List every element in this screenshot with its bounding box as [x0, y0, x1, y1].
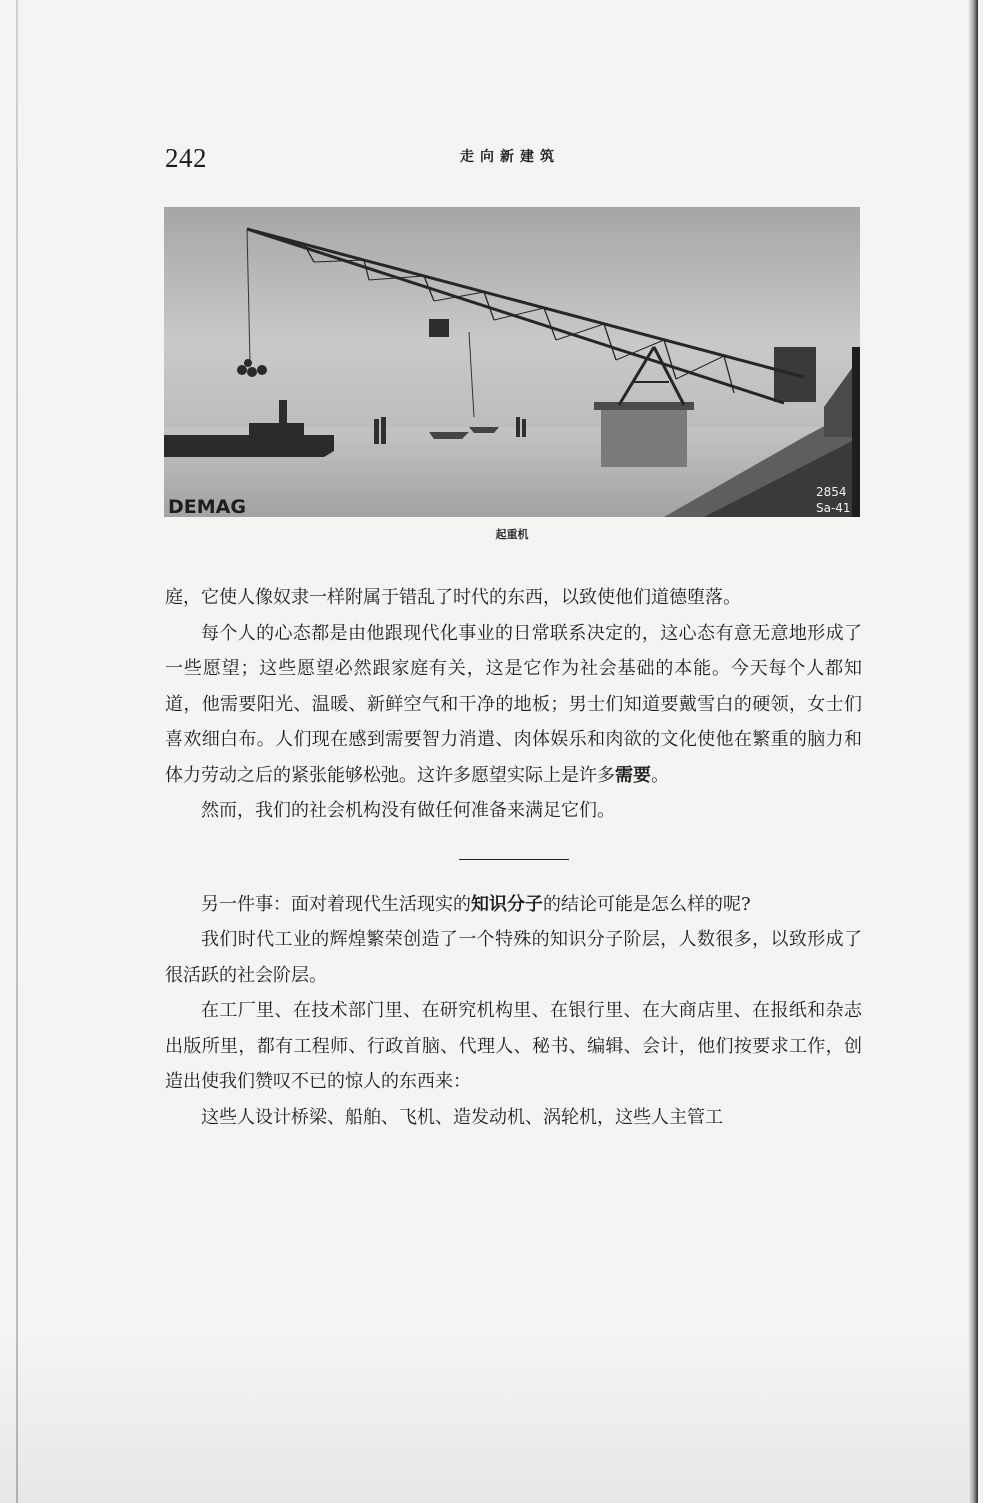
- running-header: 走向新建筑: [460, 149, 560, 165]
- crane-photo: [164, 207, 860, 517]
- pier: [601, 405, 687, 467]
- paragraph: 另一件事：面对着现代生活现实的知识分子的结论可能是怎么样的呢?: [201, 893, 751, 915]
- body-text: [165, 580, 862, 1135]
- paragraph: 我们时代工业的辉煌繁荣创造了一个特殊的知识分子阶层，人数很多，以致形成了很活跃的社会阶层。: [165, 929, 862, 986]
- paragraph: 每个人的心态都是由他跟现代化事业的日常联系决定的，这心态有意无意地形成了一些愿望；这些愿望必然跟家庭有关，这是它作为社会基础的本能。今天每个人都知道，他需要阳光、温暖、新鲜空气和干净的地板；男士们知道要戴雪白的硬领，女士们喜欢细白布。人们现在感到需要智力消遣、肉体娱乐和肉欲的文化使他在繁重的脑力和体力劳动之后的紧张能够松弛。这许多愿望实际上是许多需要。: [165, 622, 862, 786]
- emphasis-term: 知识分子: [471, 893, 543, 915]
- paragraph: 在工厂里、在技术部门里、在研究机构里、在银行里、在大商店里、在报纸和杂志出版所里，都有工程师、行政首脑、代理人、秘书、编辑、会计，他们按要求工作，创造出使我们赞叹不已的惊人的东西来：: [165, 1000, 862, 1092]
- figure-caption: 起重机: [495, 528, 529, 541]
- crane-trolley: [429, 319, 449, 337]
- page-edge-right: [968, 0, 978, 1503]
- photo-code-1: 2854: [816, 485, 847, 499]
- page-shadow: [0, 1330, 968, 1503]
- emphasis-term: 需要: [615, 764, 651, 786]
- photo-code-2: Sa-41: [816, 501, 851, 515]
- paragraph: 庭，它使人像奴隶一样附属于错乱了时代的东西，以致使他们道德堕落。: [165, 587, 741, 608]
- section-divider: [459, 859, 569, 860]
- photo-sky: [164, 207, 860, 432]
- page-edge-left: [16, 0, 18, 1503]
- paragraph: 然而，我们的社会机构没有做任何准备来满足它们。: [201, 800, 615, 821]
- photo-watermark-demag: DEMAG: [168, 496, 246, 517]
- pier-top: [594, 402, 694, 410]
- page-number: 242: [165, 143, 207, 173]
- paragraph: 这些人设计桥梁、船舶、飞机、造发动机、涡轮机，这些人主管工: [201, 1106, 723, 1128]
